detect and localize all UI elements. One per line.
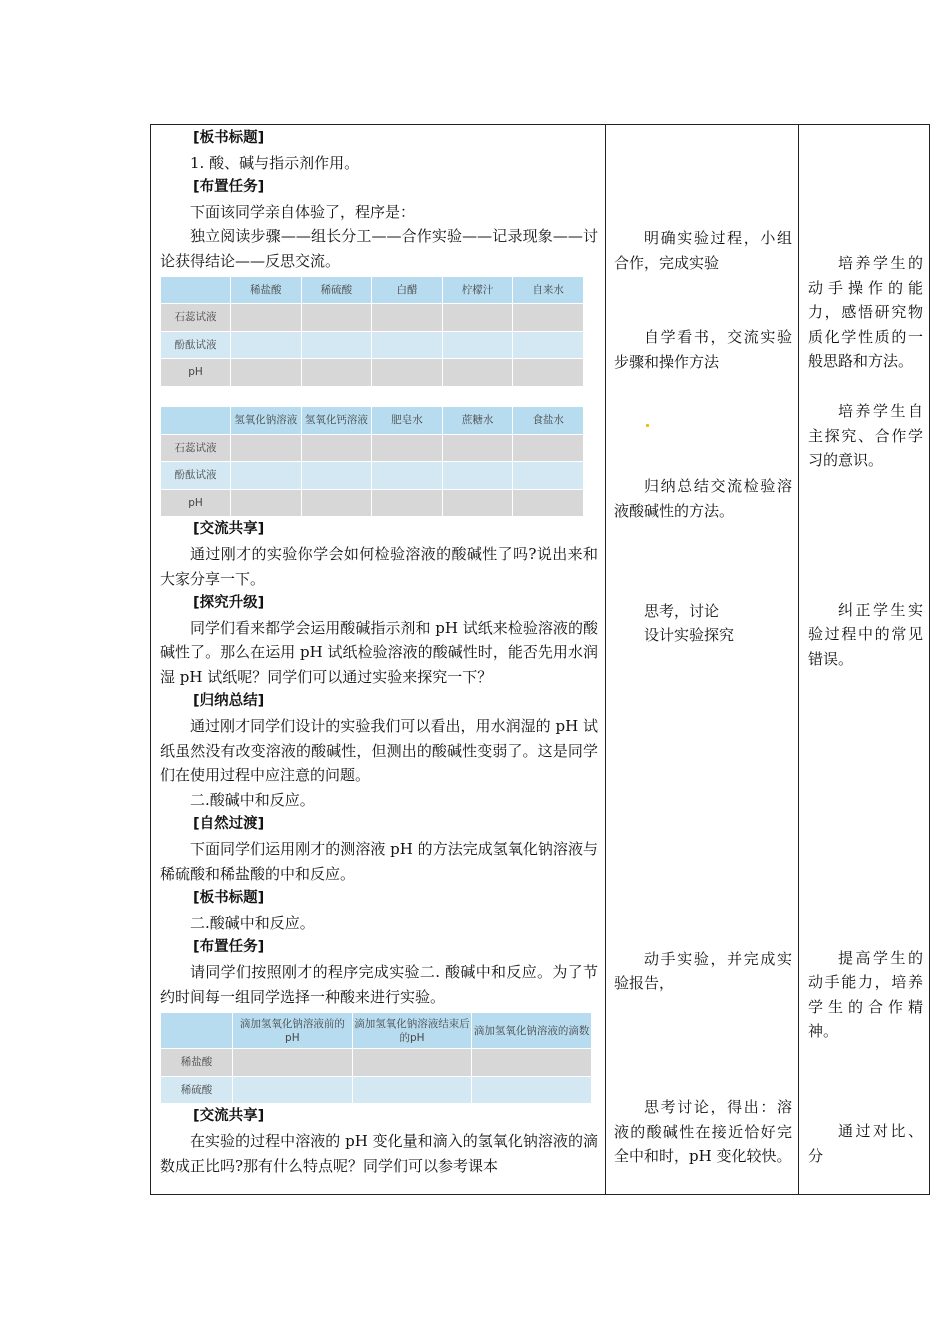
section-heading: [板书标题]: [193, 130, 265, 146]
row-label: pH: [161, 489, 231, 517]
row-label: 稀盐酸: [161, 1049, 233, 1077]
paragraph: 设计实验探究: [644, 626, 735, 645]
table-header: 氢氧化钠溶液: [231, 406, 302, 434]
table-header: 肥皂水: [372, 406, 443, 434]
table-header: 稀盐酸: [231, 276, 302, 304]
paragraph: 在实验的过程中溶液的 pH 变化量和滴入的氢氧化钠溶液的滴数成正比吗?那有什么特点呢？同学们可以参考课本: [160, 1131, 598, 1175]
stray-mark: [646, 424, 649, 427]
row-label: 酚酞试液: [161, 462, 231, 490]
paragraph: 通过刚才的实验你学会如何检验溶液的酸碱性了吗?说出来和大家分享一下。: [160, 544, 598, 588]
teacher-activity-column: [160, 125, 598, 1178]
row-label: 酚酞试液: [161, 331, 231, 359]
paragraph: 下面该同学亲自体验了，程序是：: [190, 202, 416, 221]
paragraph: 归纳总结交流检验溶液酸碱性的方法。: [614, 477, 792, 520]
table-header: [161, 1013, 233, 1049]
table-header: 滴加氢氧化钠溶液结束后的pH: [352, 1013, 472, 1049]
experiment-table-neutralization: [160, 1012, 592, 1104]
paragraph: 二.酸碱中和反应。: [190, 790, 315, 809]
section-heading: [交流共享]: [193, 1108, 265, 1125]
design-intent-column: [808, 125, 923, 1168]
table-header: 食盐水: [513, 406, 584, 434]
paragraph: 思考讨论，得出：溶液的酸碱性在接近恰好完全中和时，pH 变化较快。: [614, 1097, 792, 1166]
row-label: 石蕊试液: [161, 434, 231, 462]
table-header: [161, 276, 231, 304]
table-header: 滴加氢氧化钠溶液前的pH: [233, 1013, 353, 1049]
paragraph: 培养学生的动手操作的能力，感悟研究物质化学性质的一般思路和方法。: [808, 254, 923, 371]
section-heading: [探究升级]: [193, 595, 265, 612]
paragraph: 二.酸碱中和反应。: [190, 913, 315, 932]
experiment-table-bases: [160, 406, 584, 517]
table-header: 蔗糖水: [442, 406, 513, 434]
table-header: 稀硫酸: [301, 276, 372, 304]
student-activity-column: [614, 125, 792, 1169]
table-header: [161, 406, 231, 434]
paragraph: 明确实验过程，小组合作，完成实验: [614, 229, 792, 272]
section-heading: [自然过渡]: [193, 816, 265, 833]
section-heading: [归纳总结]: [193, 693, 265, 710]
paragraph: 动手实验，并完成实验报告，: [614, 949, 792, 993]
table-header: 滴加氢氧化钠溶液的滴数: [472, 1013, 592, 1049]
paragraph: 独立阅读步骤——组长分工——合作实验——记录现象——讨论获得结论——反思交流。: [160, 227, 598, 270]
paragraph: 通过对比、分: [808, 1121, 923, 1165]
paragraph: 自学看书，交流实验步骤和操作方法: [614, 328, 792, 371]
paragraph: 下面同学们运用刚才的测溶液 pH 的方法完成氢氧化钠溶液与稀硫酸和稀盐酸的中和反应。: [160, 840, 598, 883]
row-label: pH: [161, 359, 231, 387]
section-heading: [布置任务]: [193, 179, 265, 196]
lesson-plan-table: [150, 124, 930, 1195]
column-divider: [798, 125, 799, 1194]
table-header: 柠檬汁: [442, 276, 513, 304]
row-label: 石蕊试液: [161, 304, 231, 332]
section-heading: [板书标题]: [193, 890, 265, 907]
table-header: 氢氧化钙溶液: [301, 406, 372, 434]
section-heading: [交流共享]: [193, 521, 265, 538]
experiment-table-acids: [160, 276, 584, 387]
paragraph: 通过刚才同学们设计的实验我们可以看出，用水润湿的 pH 试纸虽然没有改变溶液的酸碱性，但测出的酸碱性变弱了。这是同学们在使用过程中应注意的问题。: [160, 717, 598, 785]
column-divider: [605, 125, 606, 1194]
paragraph: 纠正学生实验过程中的常见错误。: [808, 600, 923, 668]
paragraph: 1. 酸、碱与指示剂作用。: [190, 153, 360, 172]
paragraph: 同学们看来都学会运用酸碱指示剂和 pH 试纸来检验溶液的酸碱性了。那么在运用 pH 试纸检验溶液的酸碱性时，能否先用水润湿 pH 试纸呢？同学们可以通过实验来探究一下？: [160, 618, 598, 686]
paragraph: 请同学们按照刚才的程序完成实验二. 酸碱中和反应。为了节约时间每一组同学选择一种酸来进行实验。: [160, 963, 598, 1006]
row-label: 稀硫酸: [161, 1076, 233, 1104]
paragraph: 思考，讨论: [644, 601, 720, 620]
table-header: 白醋: [372, 276, 443, 304]
section-heading: [布置任务]: [193, 939, 265, 956]
table-header: 自来水: [513, 276, 584, 304]
paragraph: 培养学生自主探究、合作学习的意识。: [808, 401, 923, 470]
paragraph: 提高学生的动手能力，培养学生的合作精神。: [808, 948, 923, 1041]
